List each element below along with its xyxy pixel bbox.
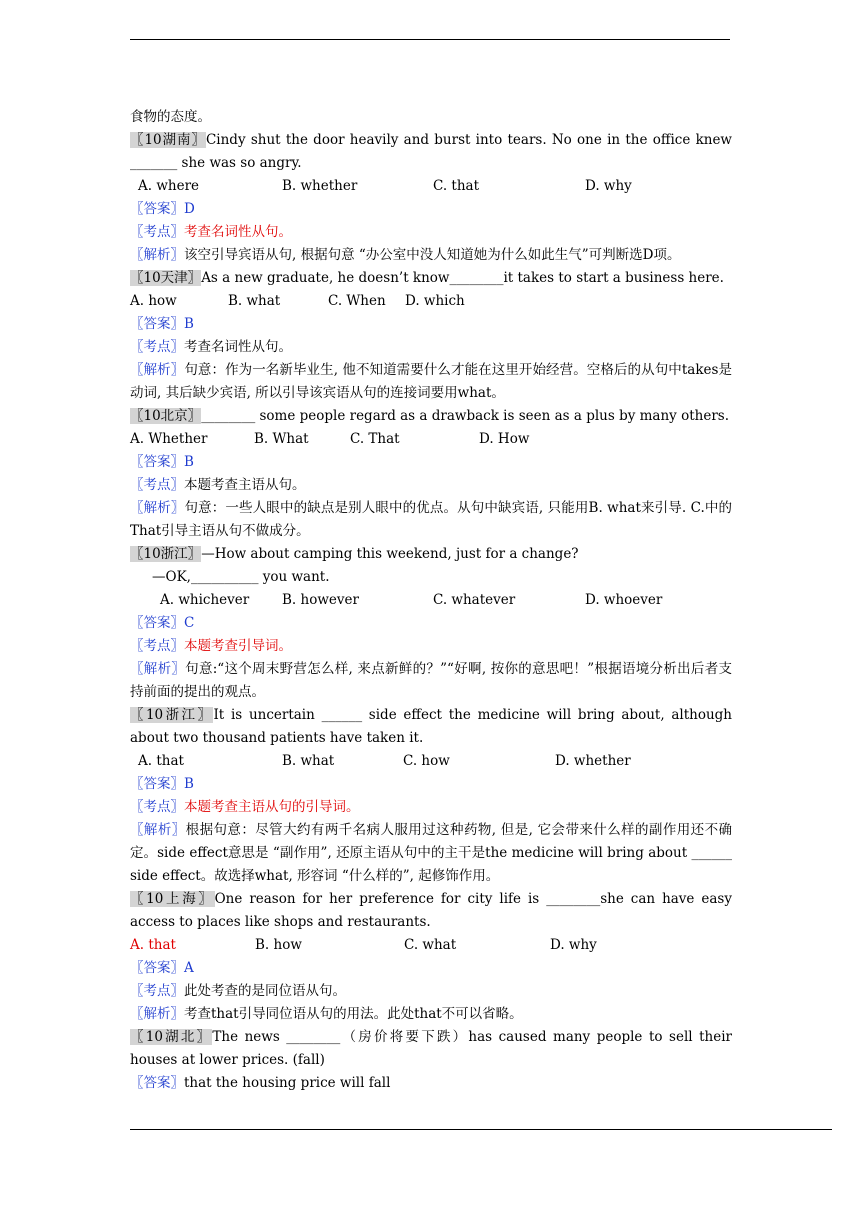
analysis-line [130, 658, 732, 704]
bracket-label: 〖考点〗 [130, 638, 184, 654]
options-row [130, 290, 732, 313]
bracket-content: 该空引导宾语从句, 根据句意 “办公室中没人知道她为什么如此生气”可判断选D项。 [184, 247, 681, 263]
bracket-label: 〖考点〗 [130, 477, 184, 493]
answer-line [130, 1072, 732, 1095]
bracket-content: 句意:“这个周末野营怎么样, 来点新鲜的？”“好啊, 按你的意思吧！”根据语境分析出后者支持前面的提出的观点。 [130, 661, 732, 700]
question-source-tag: 〖10天津〗 [130, 270, 202, 286]
answer-text [130, 1075, 390, 1091]
option-d: D. whoever [585, 592, 663, 608]
option-d: D. How [479, 431, 530, 447]
option-d: D. why [550, 937, 597, 953]
bracket-content: 句意：作为一名新毕业生, 他不知道需要什么才能在这里开始经营。空格后的从句中takes是动词, 其后缺少宾语, 所以引导该宾语从句的连接词要用what。 [130, 362, 733, 401]
option-c: C. That [350, 431, 400, 447]
option-c: C. what [404, 937, 457, 953]
bracket-content: 本题考查引导词。 [184, 638, 292, 654]
question-text: As a new graduate, he doesn’t know________it takes to start a business here. [201, 270, 724, 286]
option-c: C. When [328, 293, 386, 309]
bracket-label: 〖解析〗 [130, 1006, 184, 1022]
question-6 [130, 888, 732, 934]
bracket-label: 〖解析〗 [130, 500, 185, 516]
option-c: C. how [403, 753, 450, 769]
question-text: Cindy shut the door heavily and burst into tears. No one in the office knew _______ she was so angry. [130, 132, 732, 171]
header-rule [130, 39, 730, 40]
bracket-content: that the housing price will fall [184, 1075, 391, 1091]
bracket-label: 〖解析〗 [130, 822, 186, 838]
answer-line: 〖答案〗D [130, 201, 195, 217]
option-a: A. Whether [130, 431, 208, 447]
analysis-line [130, 497, 732, 543]
question-text: It is uncertain ______ side effect the medicine will bring about, although about two thousand patients have taken it. [130, 707, 732, 746]
question-source-tag: 〖10北京〗 [130, 408, 202, 424]
point-line [130, 635, 732, 658]
analysis-line [130, 1003, 732, 1026]
question-source-tag: 〖10浙江〗 [130, 546, 202, 562]
question-4 [130, 543, 732, 566]
bracket-label: 〖解析〗 [130, 661, 186, 677]
question-text: ________ some people regard as a drawback is seen as a plus by many others. [201, 408, 730, 424]
question-text: —How about camping this weekend, just for a change? [201, 546, 579, 562]
question-source-tag: 〖10上海〗 [130, 891, 215, 907]
document-body [130, 106, 732, 1095]
bracket-content: 根据句意：尽管大约有两千名病人服用过这种药物, 但是, 它会带来什么样的副作用还不确定。side effect意思是 “副作用”, 还原主语从句中的主干是the medicine will bring about ______ side effect。故选择what, 形容词 “什么样的”, 起修饰作用。 [130, 822, 733, 884]
question-text: One reason for her preference for city life is ________she can have easy access to places like shops and restaurants. [130, 891, 732, 930]
bracket-label: 〖考点〗 [130, 224, 184, 240]
bracket-content: 考查名词性从句。 [184, 339, 292, 355]
bracket-content: 本题考查主语从句的引导词。 [184, 799, 360, 815]
option-d: D. why [585, 178, 632, 194]
analysis-line [130, 359, 732, 405]
point-line [130, 796, 732, 819]
options-row [130, 750, 732, 773]
options-row [130, 589, 732, 612]
point-line [130, 221, 732, 244]
option-a: A. where [138, 178, 200, 194]
bracket-content: 考查名词性从句。 [184, 224, 292, 240]
bracket-label: 〖解析〗 [130, 247, 184, 263]
bracket-content: 考查that引导同位语从句的用法。此处that不可以省略。 [184, 1006, 523, 1022]
question-source-tag: 〖10湖北〗 [130, 1029, 213, 1045]
option-b: B. what [282, 753, 335, 769]
options-row [130, 934, 732, 957]
bracket-label: 〖考点〗 [130, 799, 184, 815]
bracket-content: 句意：一些人眼中的缺点是别人眼中的优点。从句中缺宾语, 只能用B. what来引导. C.中的That引导主语从句不做成分。 [130, 500, 733, 539]
bracket-label: 〖答案〗 [130, 1075, 184, 1091]
bracket-content: 此处考查的是同位语从句。 [184, 983, 346, 999]
option-b: B. how [255, 937, 302, 953]
option-a: A. that [130, 937, 176, 953]
option-c: C. whatever [433, 592, 516, 608]
options-row [130, 175, 732, 198]
option-a: A. how [130, 293, 177, 309]
answer-line: 〖答案〗A [130, 960, 194, 976]
question-3 [130, 405, 732, 428]
answer-line: 〖答案〗B [130, 316, 194, 332]
question-2 [130, 267, 732, 290]
point-line [130, 980, 732, 1003]
question-1 [130, 129, 732, 175]
bracket-content: 本题考查主语从句。 [184, 477, 306, 493]
question-5 [130, 704, 732, 750]
option-a: A. that [138, 753, 184, 769]
option-b: B. what [228, 293, 281, 309]
answer-line: 〖答案〗B [130, 776, 194, 792]
option-d: D. whether [555, 753, 631, 769]
question-7 [130, 1026, 732, 1072]
analysis-line [130, 244, 732, 267]
question-source-tag: 〖10浙江〗 [130, 707, 214, 723]
analysis-line [130, 819, 732, 888]
option-b: B. however [282, 592, 359, 608]
footer-rule [130, 1129, 832, 1130]
bracket-label: 〖解析〗 [130, 362, 185, 378]
question-text-reply: —OK,__________ you want. [152, 569, 330, 585]
answer-line: 〖答案〗B [130, 454, 194, 470]
option-c: C. that [433, 178, 480, 194]
option-d: D. which [405, 293, 465, 309]
intro-text: 食物的态度。 [130, 109, 211, 125]
option-a: A. whichever [160, 592, 250, 608]
question-source-tag: 〖10湖南〗 [130, 132, 206, 148]
option-b: B. What [254, 431, 309, 447]
point-line [130, 336, 732, 359]
options-row [130, 428, 732, 451]
bracket-label: 〖考点〗 [130, 983, 184, 999]
answer-line: 〖答案〗C [130, 615, 195, 631]
bracket-label: 〖考点〗 [130, 339, 184, 355]
option-b: B. whether [282, 178, 358, 194]
point-line [130, 474, 732, 497]
question-text: The news ________（房价将要下跌）has caused many people to sell their houses at lower prices. (fall) [130, 1029, 732, 1068]
